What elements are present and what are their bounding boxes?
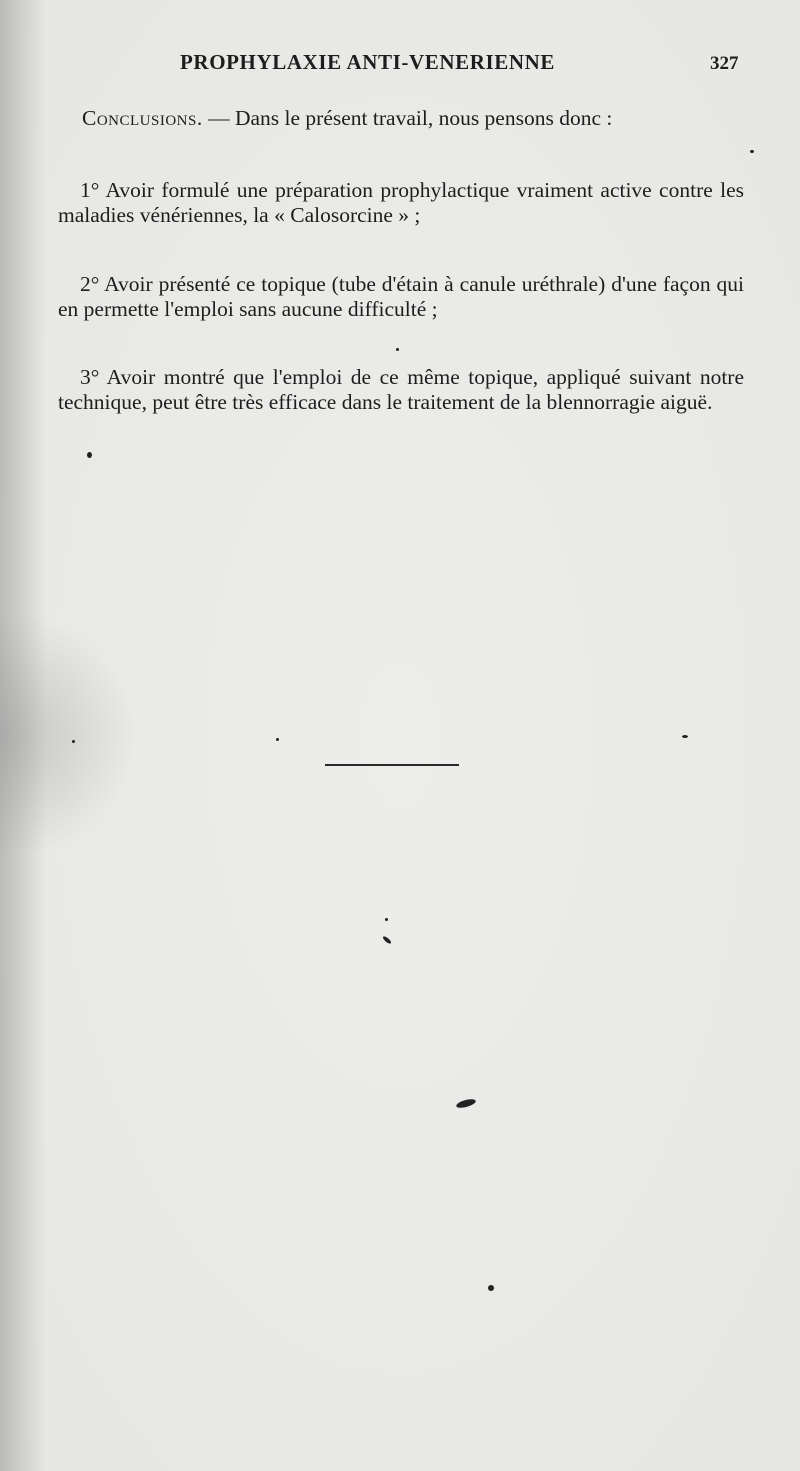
ink-speck <box>488 1285 494 1291</box>
ink-speck <box>396 348 399 351</box>
ink-speck <box>750 150 754 153</box>
conclusion-item-3: 3° Avoir montré que l'emploi de ce même topique, appliqué suivant notre technique, peut être très efficace dans le traitement de la blennorragie aiguë. <box>58 365 744 414</box>
conclusions-paragraph <box>58 106 744 131</box>
ink-speck <box>87 452 92 458</box>
ink-speck <box>72 740 75 743</box>
conclusion-item-2: 2° Avoir présenté ce topique (tube d'étain à canule uréthrale) d'une façon qui en permette l'emploi sans aucune difficulté ; <box>58 272 744 321</box>
end-rule <box>325 764 459 766</box>
ink-speck <box>385 918 388 921</box>
ink-speck <box>682 735 688 738</box>
page-number: 327 <box>710 53 739 74</box>
ink-speck <box>382 935 392 944</box>
conclusion-item-1: 1° Avoir formulé une préparation prophylactique vraiment active contre les maladies vénériennes, la « Calosorcine » ; <box>58 178 744 227</box>
ink-speck <box>455 1098 476 1110</box>
running-title: PROPHYLAXIE ANTI-VENERIENNE <box>180 50 555 74</box>
conclusions-text: — Dans le présent travail, nous pensons donc : <box>202 106 613 130</box>
conclusions-label: Conclusions. <box>82 106 203 130</box>
ink-speck <box>276 738 279 741</box>
page-gutter-shadow <box>0 0 46 1471</box>
